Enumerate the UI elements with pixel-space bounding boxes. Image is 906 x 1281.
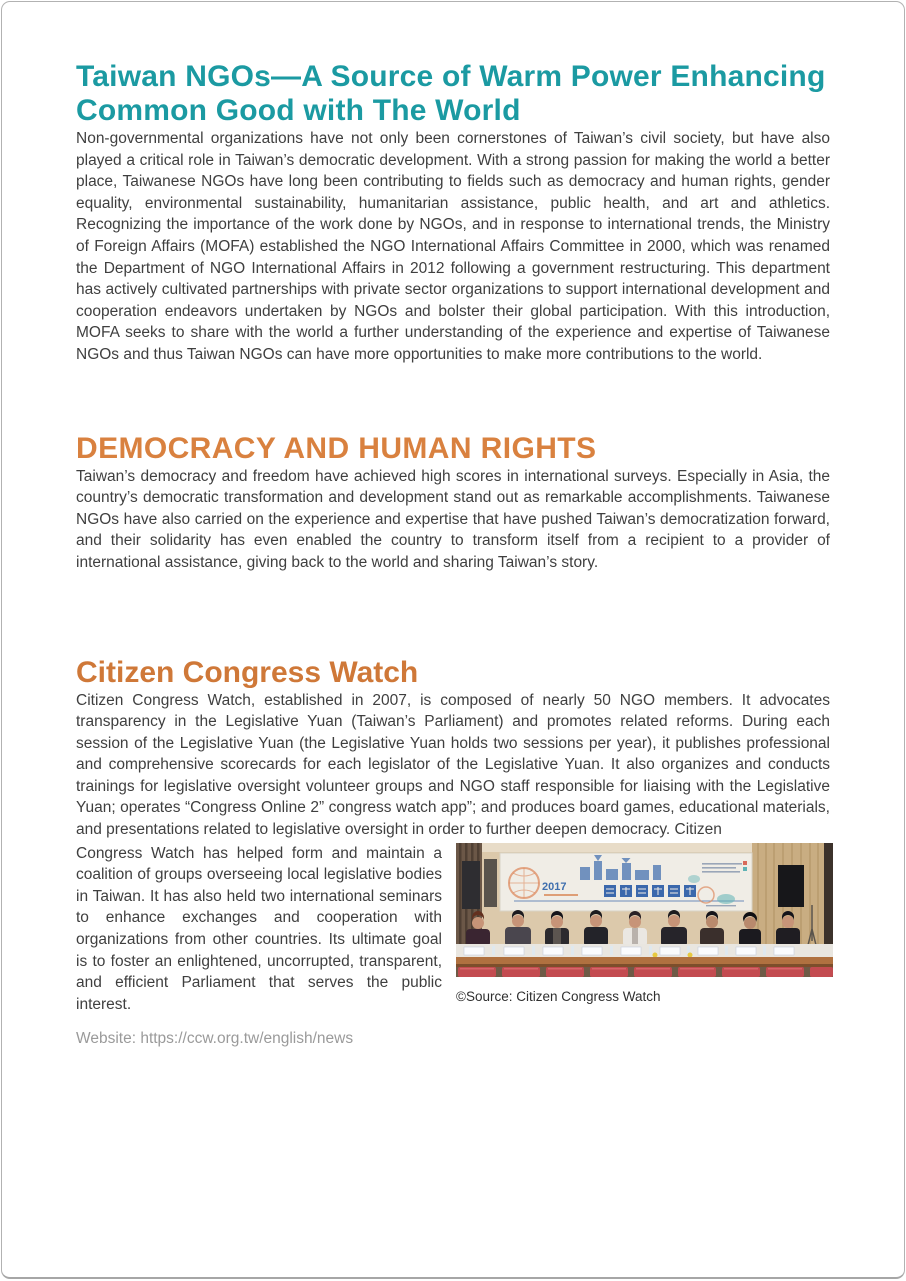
ccw-photo-row: [76, 843, 830, 1050]
ccw-paragraph-beside-photo: Congress Watch has helped form and maintain a coalition of groups overseeing local legislative bodies in Taiwan. It has also held two international seminars to enhance exchanges and cooperation with organizations from other countries. Its ultimate goal is to foster an enlightened, uncorrupted, transparent, and efficient Parliament that serves the public interest.: [76, 844, 442, 1013]
photo-conference-banner: [500, 853, 752, 911]
photo-caption: ©Source: Citizen Congress Watch: [456, 988, 661, 1004]
section-heading-democracy: DEMOCRACY AND HUMAN RIGHTS: [76, 431, 597, 465]
ccw-paragraph-full-width: Citizen Congress Watch, established in 2007, is composed of nearly 50 NGO members. It advocates transparency in the Legislative Yuan (Taiwan’s Parliament) and promotes related reforms. During each session of the Legislative Yuan (the Legislative Yuan holds two sessions per year), it publishes professional and comprehensive scorecards for each legislator of the Legislative Yuan. It also organizes and conducts trainings for legislative oversight volunteer groups and NGO staff responsible for liaising with the Legislative Yuan; operates “Congress Online 2” congress watch app”; and produces board games, educational materials, and presentations related to legislative oversight in order to further deepen democracy. Citizen: [76, 691, 830, 839]
page-title: Taiwan NGOs—A Source of Warm Power Enhancing Common Good with The World: [76, 60, 826, 127]
ccw-text-column: [76, 843, 442, 1050]
photo-right-speaker: [778, 865, 804, 907]
page-content: [2, 2, 904, 1049]
panel-photo-figure: [456, 843, 833, 1005]
intro-paragraph: Non-governmental organizations have not only been cornerstones of Taiwan’s civil society, but have also played a critical role in Taiwan’s democratic development. With a strong passion for making the world a better place, Taiwanese NGOs have long been contributing to fields such as democracy and human rights, gender equality, environmental sustainability, humanitarian assistance, public health, and art and athletics. Recognizing the importance of the work done by NGOs, and in response to international trends, the Ministry of Foreign Affairs (MOFA) established the NGO International Affairs Committee in 2000, which was renamed the Department of NGO International Affairs in 2012 following a government restructuring. This department has actively cultivated partnerships with private sector organizations to support international development and cooperation endeavors undertaken by NGOs and bolster their global participation. With this introduction, MOFA seeks to share with the world a further understanding of the experience and expertise of Taiwanese NGOs and thus Taiwan NGOs can have more opportunities to make more contributions to the world.: [76, 130, 830, 363]
section-heading-citizen-congress-watch: Citizen Congress Watch: [76, 655, 419, 689]
banner-year-text: 2017: [542, 880, 567, 893]
ccw-photo-column: [456, 843, 833, 1050]
document-page: [1, 1, 905, 1279]
website-link-text[interactable]: Website: https://ccw.org.tw/english/news: [76, 1030, 354, 1048]
panel-photo: [456, 843, 833, 977]
photo-left-speaker: [462, 861, 480, 909]
democracy-paragraph: Taiwan’s democracy and freedom have achieved high scores in international surveys. Especially in Asia, the country’s democratic transformation and development stand out as remarkable accomplishments. Taiwanese NGOs have also carried on the experience and expertise that have pushed Taiwan’s democratization forward, and their solidarity has even enabled the country to transform itself from a recipient to a provider of international assistance, giving back to the world and sharing Taiwan’s story.: [76, 467, 830, 571]
photo-table: [456, 944, 833, 967]
